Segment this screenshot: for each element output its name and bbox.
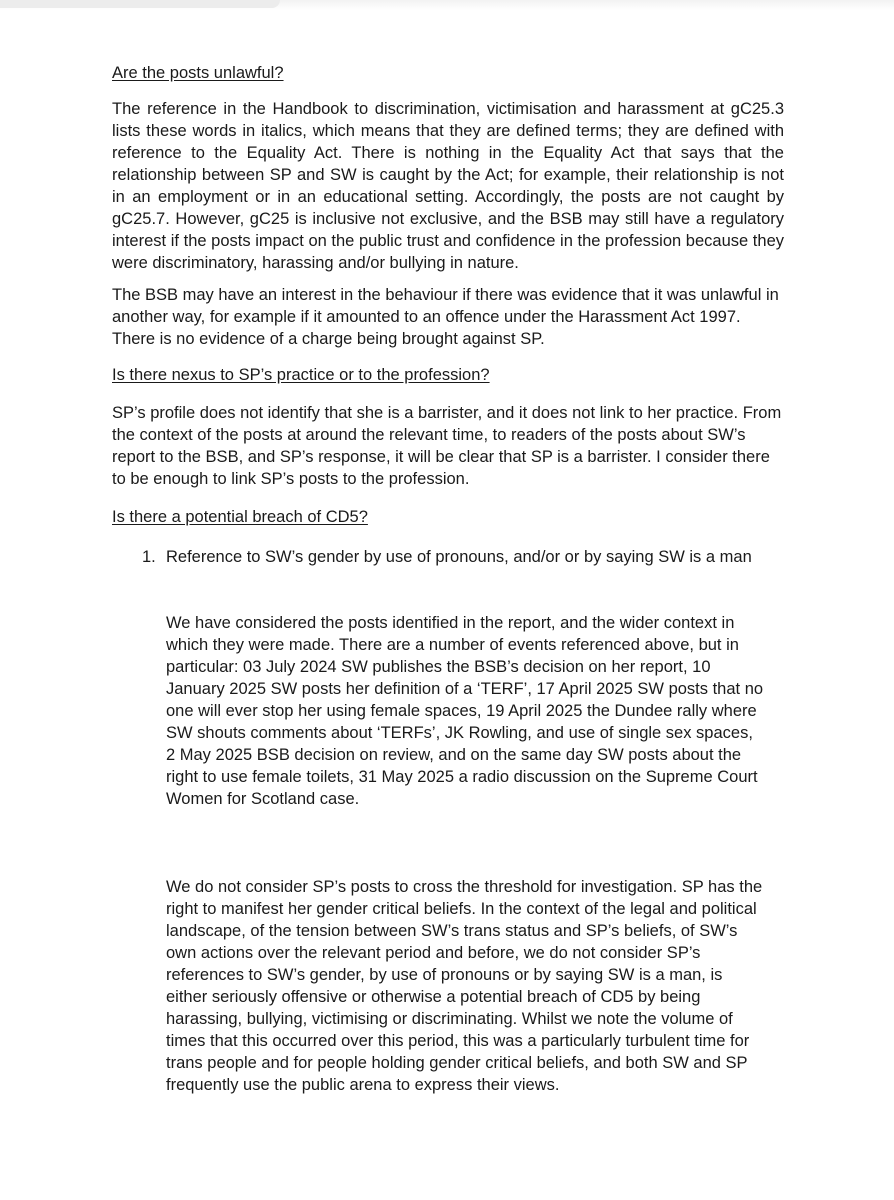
paragraph-handbook-reference: The reference in the Handbook to discrimination, victimisation and harassment at gC25.3 lists these words in italics, which means that they are defined terms; they are defined with reference to the Equality Act. There is nothing in the Equality Act that says that the relationship between SP and SW is caught by the Act; for example, their relationship is not in an employment or in an educational setting. Accordingly, the posts are not caught by gC25.7. However, gC25 is inclusive not exclusive, and the BSB may still have a regulatory interest if the posts impact on the public trust and confidence in the profession because they were discriminatory, harassing and/or bullying in nature. [112,100,784,272]
list-item-number: 1. [142,548,156,566]
top-edge-tab [0,0,280,8]
paragraph-threshold: We do not consider SP’s posts to cross the threshold for investigation. SP has the right to manifest her gender critical beliefs. In the context of the legal and political landscape, of the tension between SW’s trans status and SP’s beliefs, of SW’s own actions over the relevant period and before, we do not consider SP’s references to SW’s gender, by use of pronouns or by saying SW is a man, is either seriously offensive or otherwise a potential breach of CD5 by being harassing, bullying, victimising or discriminating. Whilst we note the volume of times that this occurred over this period, this was a particularly turbulent time for trans people and for people holding gender critical beliefs, and both SW and SP frequently use the public arena to express their views. [166,878,763,1094]
list-item-title: Reference to SW’s gender by use of pronouns, and/or or by saying SW is a man [166,548,752,566]
paragraph-context: We have considered the posts identified in the report, and the wider context in which they were made. There are a number of events referenced above, but in particular: 03 July 2024 SW publishes the BSB’s decision on her report, 10 January 2025 SW posts her definition of a ‘TERF’, 17 April 2025 SW posts that no one will ever stop her using female spaces, 19 April 2025 the Dundee rally where SW shouts comments about ‘TERFs’, JK Rowling, and use of single sex spaces, 2 May 2025 BSB decision on review, and on the same day SW posts about the right to use female toilets, 31 May 2025 a radio discussion on the Supreme Court Women for Scotland case. [166,614,764,808]
heading-breach-cd5: Is there a potential breach of CD5? [112,508,368,526]
paragraph-profile: SP’s profile does not identify that she is a barrister, and it does not link to her practice. From the context of the posts at around the relevant time, to readers of the posts about SW’s report to the BSB, and SP’s response, it will be clear that SP is a barrister. I consider there to be enough to link SP’s posts to the profession. [112,404,782,488]
heading-posts-unlawful: Are the posts unlawful? [112,64,284,82]
heading-nexus: Is there nexus to SP’s practice or to the profession? [112,366,490,384]
paragraph-bsb-interest: The BSB may have an interest in the behaviour if there was evidence that it was unlawful in another way, for example if it amounted to an offence under the Harassment Act 1997. There is no evidence of a charge being brought against SP. [112,286,779,348]
